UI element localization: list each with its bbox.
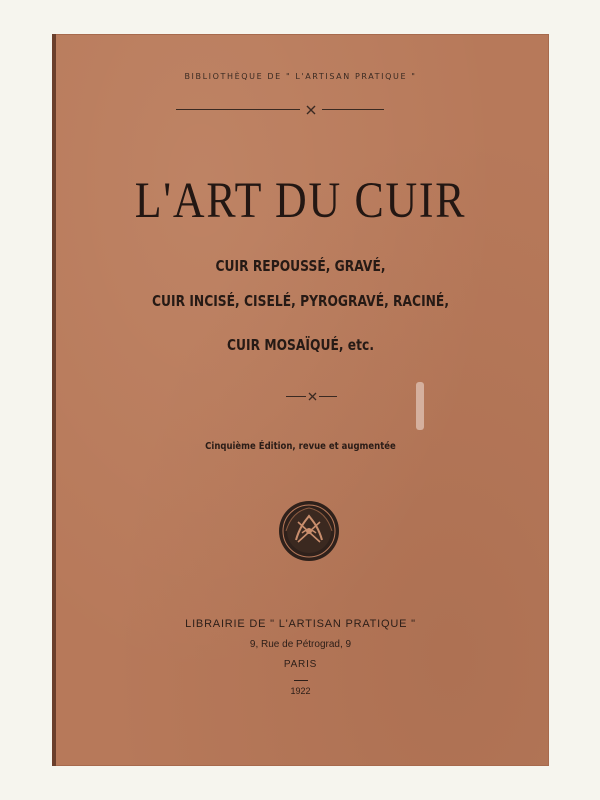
edition-note: Cinquième Édition, revue et augmentée (205, 441, 396, 452)
subtitle-line-1: CUIR REPOUSSÉ, GRAVÉ, (215, 257, 386, 275)
publisher-address: 9, Rue de Pétrograd, 9 (249, 639, 352, 650)
publisher-city: PARIS (283, 659, 318, 670)
publisher-emblem-icon (278, 500, 340, 562)
publisher-name: LIBRAIRIE DE " L'ARTISAN PRATIQUE " (185, 618, 416, 630)
subtitle-line-2: CUIR INCISÉ, CISELÉ, PYROGRAVÉ, RACINÉ, (151, 292, 450, 310)
publication-year: 1922 (290, 686, 311, 696)
cover-spine-edge (52, 34, 56, 766)
series-heading: BIBLIOTHÈQUE DE " L'ARTISAN PRATIQUE " (184, 72, 417, 81)
middle-ornament-rule-right (319, 396, 337, 397)
book-cover (52, 34, 549, 766)
middle-ornament-rule-left (286, 396, 306, 397)
cross-ornament-icon (308, 392, 317, 401)
ornament-rule-left (176, 109, 300, 110)
small-divider (294, 680, 308, 681)
ornament-rule-right (322, 109, 384, 110)
subtitle-line-3: CUIR MOSAÏQUÉ, etc. (227, 336, 374, 354)
cover-stain (416, 382, 424, 430)
book-title: L'ART DU CUIR (134, 173, 467, 229)
cross-ornament-icon (306, 105, 316, 115)
